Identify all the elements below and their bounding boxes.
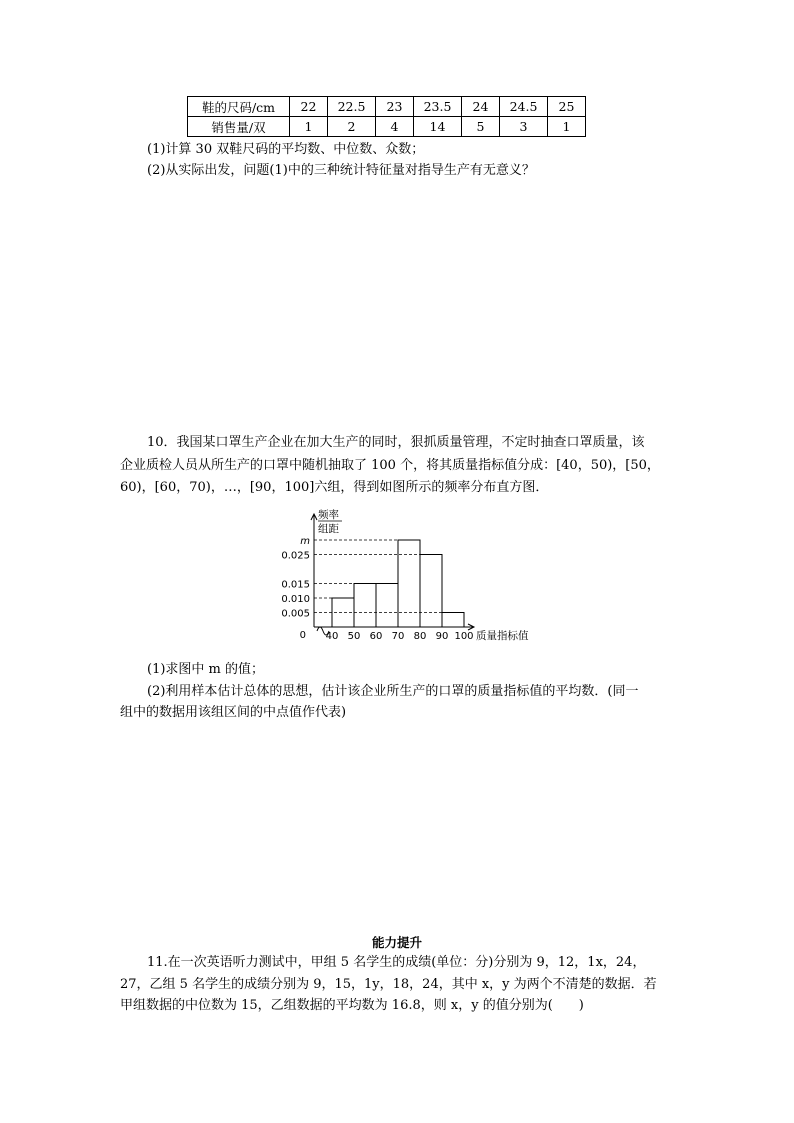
histogram-bar (376, 584, 398, 628)
q11-line3: 甲组数据的中位数为 15，乙组数据的平均数为 16.8，则 x，y 的值分别为( ) (120, 998, 584, 1013)
q10-part2-line2: 组中的数据用该组区间的中点值作代表) (120, 705, 347, 720)
histogram-bar (398, 540, 420, 627)
table-cell: 23 (376, 97, 414, 117)
origin-label: 0 (299, 630, 306, 641)
table-row-label: 销售量/双 (188, 117, 290, 137)
table-cell: 4 (376, 117, 414, 137)
table-cell: 22 (290, 97, 328, 117)
histogram-bar (442, 613, 464, 628)
y-axis-title-denominator: 组距 (318, 523, 339, 535)
table-cell: 2 (328, 117, 376, 137)
q11-line1: 11.在一次英语听力测试中，甲组 5 名学生的成绩(单位：分)分别为 9，12，1x，24， (147, 955, 646, 970)
histogram-bar (354, 584, 376, 628)
histogram-labels (281, 508, 529, 642)
table-cell: 24 (462, 97, 500, 117)
x-tick-label: 60 (369, 631, 383, 642)
histogram-bar (420, 555, 442, 628)
x-tick-label: 90 (435, 631, 449, 642)
table-row-label: 鞋的尺码/cm (188, 97, 290, 117)
table-cell: 25 (548, 97, 586, 117)
x-tick-label: 50 (347, 631, 361, 642)
y-tick-label: 0.005 (281, 608, 310, 620)
q11-line2: 27，乙组 5 名学生的成绩分别为 9，15，1y，18，24，其中 x，y 为两个不清楚的数据．若 (120, 977, 657, 992)
y-tick-label: 0.025 (281, 550, 310, 562)
y-tick-label: 0.015 (281, 579, 310, 591)
q10-intro-line2: 企业质检人员从所生产的口罩中随机抽取了 100 个，将其质量指标值分成：[40，50)，[50， (120, 458, 660, 473)
x-tick-label: 100 (454, 631, 474, 642)
q10-part1: (1)求图中 m 的值； (147, 662, 265, 677)
q9-part1: (1)计算 30 双鞋尺码的平均数、中位数、众数； (147, 142, 425, 157)
table-cell: 3 (500, 117, 548, 137)
q9-part2: (2)从实际出发，问题(1)中的三种统计特征量对指导生产有无意义？ (147, 163, 535, 178)
table-cell: 1 (290, 117, 328, 137)
q10-part2-line1: (2)利用样本估计总体的思想，估计该企业所生产的口罩的质量指标值的平均数．(同一 (147, 684, 639, 699)
x-axis-title: 质量指标值 (476, 630, 529, 642)
section-heading: 能力提升 (371, 935, 422, 950)
table-cell: 23.5 (414, 97, 462, 117)
table-cell: 5 (462, 117, 500, 137)
table-cell: 24.5 (500, 97, 548, 117)
x-tick-label: 40 (325, 631, 339, 642)
shoe-size-table (187, 96, 586, 137)
q10-intro-line1: 10．我国某口罩生产企业在加大生产的同时，狠抓质量管理，不定时抽查口罩质量，该 (147, 435, 645, 450)
table-row (188, 97, 586, 117)
x-tick-label: 80 (413, 631, 427, 642)
table-cell: 14 (414, 117, 462, 137)
table-row (188, 117, 586, 137)
x-tick-label: 70 (391, 631, 405, 642)
y-axis-title-numerator: 频率 (318, 509, 339, 521)
y-tick-label: m (300, 536, 310, 547)
table-cell: 22.5 (328, 97, 376, 117)
y-tick-label: 0.010 (281, 594, 310, 605)
table-cell: 1 (548, 117, 586, 137)
frequency-histogram (270, 500, 560, 650)
q10-intro-line3: 60)，[60，70)，…，[90，100]六组，得到如图所示的频率分布直方图． (120, 480, 549, 495)
